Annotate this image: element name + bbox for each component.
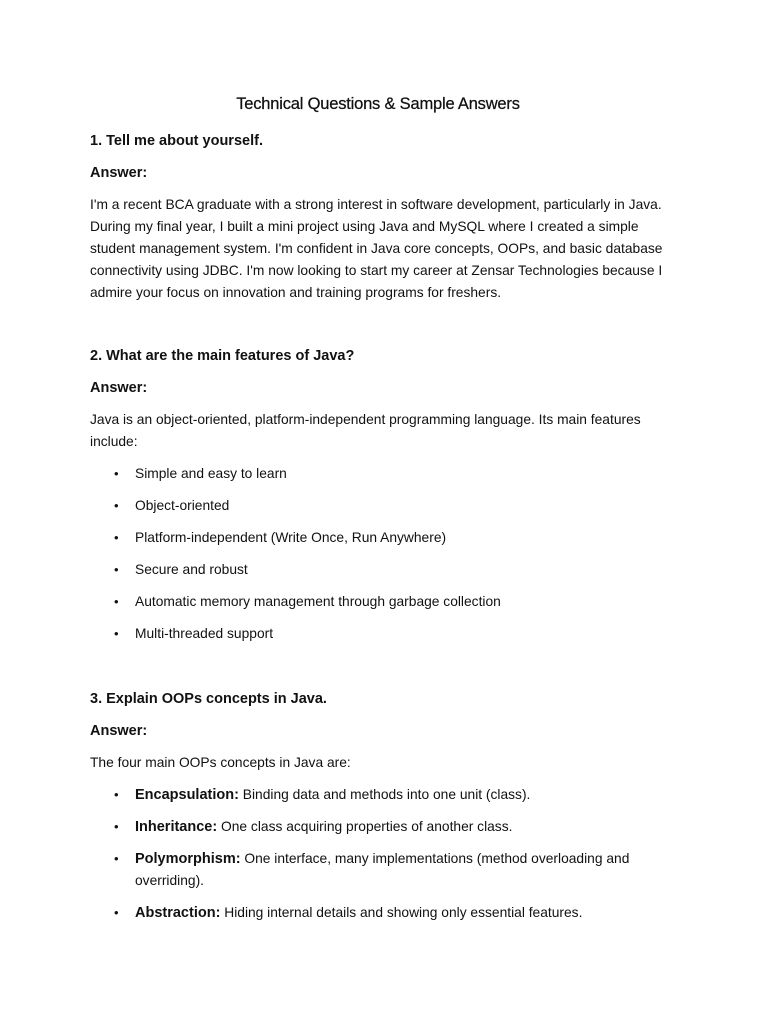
list-item-text: Simple and easy to learn: [135, 466, 287, 481]
concept-term: Polymorphism:: [135, 851, 241, 867]
answer-label: Answer:: [90, 723, 148, 739]
list-item-text: Secure and robust: [135, 562, 248, 577]
list-item: [90, 902, 666, 924]
list-item-text: Platform-independent (Write Once, Run Anywhere): [135, 530, 447, 545]
bullet-icon: •: [114, 466, 119, 481]
question-3-intro: The four main OOPs concepts in Java are:: [90, 755, 351, 770]
list-item: [90, 848, 666, 892]
bullet-icon: •: [114, 851, 119, 866]
bullet-icon: •: [114, 594, 119, 609]
section-spacer: [90, 304, 666, 345]
java-features-list: [90, 463, 666, 645]
concept-term: Inheritance:: [135, 819, 218, 835]
bullet-icon: •: [114, 530, 119, 545]
list-item: [90, 591, 666, 613]
list-item-text: Automatic memory management through garbage collection: [135, 594, 501, 609]
answer-label: Answer:: [90, 165, 148, 181]
list-item: [90, 559, 666, 581]
list-item-text: Multi-threaded support: [135, 626, 274, 641]
concept-description: One interface, many implementations (method overloading and overriding).: [135, 851, 630, 888]
concept-description: One class acquiring properties of another class.: [217, 819, 513, 834]
question-2-heading: 2. What are the main features of Java?: [90, 348, 355, 364]
question-2-intro: Java is an object-oriented, platform-independent programming language. Its main features include:: [90, 412, 641, 449]
bullet-icon: •: [114, 626, 119, 641]
question-3: [90, 688, 666, 924]
oops-concepts-list: [90, 784, 666, 924]
list-item: [90, 816, 666, 838]
section-spacer: [90, 655, 666, 688]
concept-description: Binding data and methods into one unit (class).: [238, 787, 531, 802]
list-item: [90, 463, 666, 485]
list-item: [90, 623, 666, 645]
list-item: [90, 527, 666, 549]
list-item-text: Object-oriented: [135, 498, 230, 513]
bullet-icon: •: [114, 905, 119, 920]
bullet-icon: •: [114, 498, 119, 513]
bullet-icon: •: [114, 819, 119, 834]
concept-description: Hiding internal details and showing only essential features.: [220, 905, 583, 920]
question-1-heading: 1. Tell me about yourself.: [90, 133, 263, 149]
question-1-answer: I'm a recent BCA graduate with a strong interest in software development, particularly in Java. During my final year, I built a mini project using Java and MySQL where I created a simple student management system. I'm confident in Java core concepts, OOPs, and basic database connectivity using JDBC. I'm now looking to start my career at Zensar Technologies because I admire your focus on innovation and training programs for freshers.: [90, 197, 663, 300]
list-item: [90, 495, 666, 517]
bullet-icon: •: [114, 562, 119, 577]
bullet-icon: •: [114, 787, 119, 802]
concept-term: Encapsulation:: [135, 787, 239, 803]
question-3-heading: 3. Explain OOPs concepts in Java.: [90, 691, 327, 707]
list-item: [90, 784, 666, 806]
answer-label: Answer:: [90, 380, 148, 396]
concept-term: Abstraction:: [135, 905, 221, 921]
question-1: [90, 130, 666, 304]
question-2: [90, 345, 666, 645]
document-title: Technical Questions & Sample Answers: [236, 95, 520, 113]
